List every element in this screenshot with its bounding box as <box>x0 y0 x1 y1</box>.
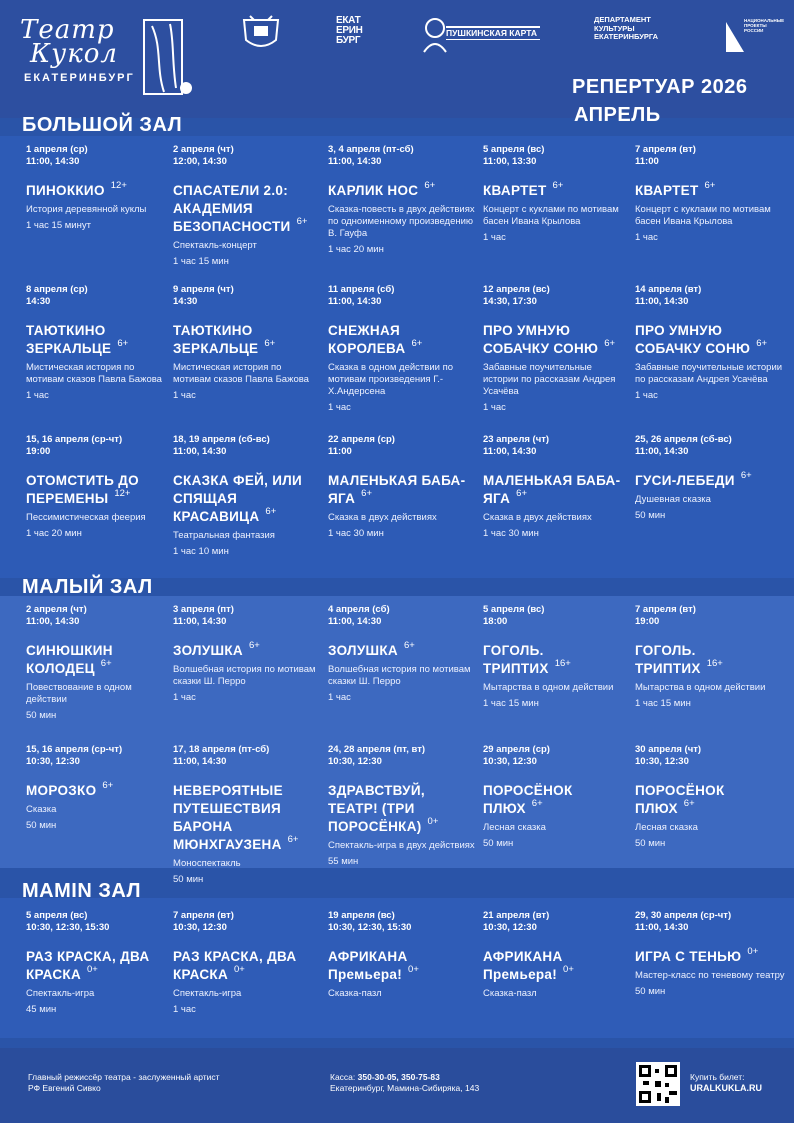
show-description: Мастер-класс по теневому театру <box>635 970 785 981</box>
qr-code[interactable] <box>636 1062 680 1106</box>
national-projects-icon <box>724 20 746 54</box>
dep-logo-line: ДЕПАРТАМЕНТ <box>594 15 651 24</box>
age-rating: 6+ <box>740 470 752 481</box>
show-title-row <box>26 948 165 984</box>
hall-title-small: МАЛЫЙ ЗАЛ <box>22 576 153 598</box>
show-card[interactable] <box>26 744 173 886</box>
show-duration: 1 час 30 мин <box>328 528 384 539</box>
show-date: 29, 30 апреля (ср-чт) <box>635 910 732 921</box>
show-time: 11:00, 14:30 <box>173 756 227 767</box>
show-card[interactable] <box>173 604 328 722</box>
show-card[interactable] <box>483 284 635 414</box>
age-rating: 0+ <box>87 964 98 975</box>
age-rating: 6+ <box>102 780 114 791</box>
show-card[interactable] <box>635 434 794 558</box>
show-title[interactable]: ПРО УМНУЮ СОБАЧКУ СОНЮ <box>483 323 599 356</box>
show-card[interactable] <box>173 144 328 268</box>
show-title[interactable]: ТАЮТКИНО ЗЕРКАЛЬЦЕ <box>26 323 112 356</box>
show-row <box>0 910 794 1016</box>
show-date: 14 апреля (вт) <box>635 284 702 295</box>
show-duration: 1 час <box>328 402 351 413</box>
show-time: 10:30, 12:30 <box>173 922 227 933</box>
show-date: 7 апреля (вт) <box>173 910 234 921</box>
box-office-info <box>330 1072 550 1094</box>
show-title[interactable]: СИНЮШКИН КОЛОДЕЦ <box>26 643 113 676</box>
show-card[interactable] <box>483 910 635 1016</box>
show-title-row <box>635 642 787 678</box>
show-description: Сказка в двух действиях <box>328 512 437 523</box>
show-description: Мытарства в одном действии <box>483 682 614 693</box>
show-date: 3 апреля (пт) <box>173 604 234 615</box>
show-title[interactable]: КВАРТЕТ <box>483 183 547 198</box>
show-duration: 50 мин <box>635 510 666 521</box>
show-date: 15, 16 апреля (ср-чт) <box>26 434 123 445</box>
show-time: 14:30 <box>26 296 51 307</box>
show-card[interactable] <box>26 604 173 722</box>
age-rating: 6+ <box>424 180 436 191</box>
show-duration: 50 мин <box>483 838 514 849</box>
show-description: Сказка-повесть в двух действиях по одноименному произведению В. Гауфа <box>328 204 475 239</box>
age-rating: 6+ <box>248 640 260 651</box>
age-rating: 6+ <box>756 338 768 349</box>
age-rating: 6+ <box>117 338 129 349</box>
buy-ticket-info <box>690 1072 762 1094</box>
show-duration: 1 час <box>483 402 506 413</box>
age-rating: 6+ <box>516 488 527 499</box>
show-title[interactable]: СПАСАТЕЛИ 2.0: АКАДЕМИЯ БЕЗОПАСНОСТИ <box>173 183 291 234</box>
show-description: Театральная фантазия <box>173 530 275 541</box>
age-rating: 16+ <box>554 658 571 669</box>
show-title-row <box>328 182 475 200</box>
age-rating: 12+ <box>114 488 131 499</box>
show-card[interactable] <box>635 284 794 414</box>
show-duration: 50 мин <box>635 838 666 849</box>
buy-ticket-label: Купить билет: <box>690 1072 745 1082</box>
theatre-logo[interactable] <box>20 15 200 98</box>
show-date: 12 апреля (вс) <box>483 284 550 295</box>
show-card[interactable] <box>483 434 635 558</box>
show-time: 10:30, 12:30 <box>483 922 537 933</box>
age-rating: 6+ <box>704 180 716 191</box>
ekb-logo-line: БУРГ <box>336 35 361 46</box>
show-title-row <box>328 322 475 358</box>
age-rating: 6+ <box>264 338 276 349</box>
show-time: 11:00, 14:30 <box>635 446 689 457</box>
show-card[interactable] <box>328 144 483 268</box>
show-time: 11:00, 14:30 <box>328 296 382 307</box>
show-time: 11:00, 14:30 <box>635 922 689 933</box>
show-time: 11:00, 13:30 <box>483 156 537 167</box>
show-card[interactable] <box>26 144 173 268</box>
show-title[interactable]: МАЛЕНЬКАЯ БАБА-ЯГА <box>328 473 466 506</box>
show-card[interactable] <box>26 434 173 558</box>
age-rating: 6+ <box>100 658 112 669</box>
show-time: 11:00, 14:30 <box>483 446 537 457</box>
show-date: 5 апреля (вс) <box>483 144 545 155</box>
show-description: Сказка-пазл <box>328 988 382 999</box>
show-date: 3, 4 апреля (пт-сб) <box>328 144 414 155</box>
show-description: Мистическая история по мотивам сказов Павла Бажова <box>173 362 309 385</box>
show-time: 10:30, 12:30 <box>483 756 537 767</box>
show-title[interactable]: ЗДРАВСТВУЙ, ТЕАТР! (ТРИ ПОРОСЁНКА) <box>328 783 425 834</box>
age-rating: 0+ <box>427 816 439 827</box>
show-date: 7 апреля (вт) <box>635 604 696 615</box>
show-date: 9 апреля (чт) <box>173 284 234 295</box>
show-title-row <box>483 782 627 818</box>
show-row <box>0 744 794 886</box>
show-description: Пессимистическая феерия <box>26 512 146 523</box>
address: Екатеринбург, Мамина-Сибиряка, 143 <box>330 1083 480 1093</box>
show-time: 14:30 <box>173 296 198 307</box>
logo-city: ЕКАТЕРИНБУРГ <box>24 72 135 84</box>
show-title[interactable]: ОТОМСТИТЬ ДО ПЕРЕМЕНЫ <box>26 473 139 506</box>
show-duration: 1 час <box>173 390 196 401</box>
show-title[interactable]: АФРИКАНА Премьера! <box>328 949 408 982</box>
show-time: 10:30, 12:30 <box>26 756 80 767</box>
national-projects-label: НАЦИОНАЛЬНЫЕ ПРОЕКТЫ РОССИИ <box>744 18 785 33</box>
dep-logo-line: ЕКАТЕРИНБУРГА <box>594 32 659 41</box>
show-date: 7 апреля (вт) <box>635 144 696 155</box>
show-description: Лесная сказка <box>483 822 546 833</box>
logo-title: Театр Кукол <box>20 15 118 69</box>
show-date: 1 апреля (ср) <box>26 144 88 155</box>
show-card[interactable] <box>173 284 328 414</box>
page-title: РЕПЕРТУАР 2026 <box>572 76 748 98</box>
show-time: 11:00, 14:30 <box>26 616 80 627</box>
pushkin-portrait-icon <box>422 14 448 54</box>
show-title-row <box>483 182 627 200</box>
box-office-label: Касса: <box>330 1072 356 1082</box>
pushkin-card-logo[interactable] <box>422 14 542 54</box>
show-time: 11:00, 14:30 <box>173 616 227 627</box>
show-title-row <box>635 472 787 490</box>
age-rating: 6+ <box>552 180 564 191</box>
show-duration: 45 мин <box>26 1004 57 1015</box>
show-title[interactable]: АФРИКАНА Премьера! <box>483 949 563 982</box>
show-title-row <box>483 322 627 358</box>
ekb-logo-line: ЕРИН <box>336 25 363 36</box>
show-title-row <box>173 642 320 660</box>
show-duration: 50 мин <box>26 820 57 831</box>
show-title[interactable]: СКАЗКА ФЕЙ, ИЛИ СПЯЩАЯ КРАСАВИЦА <box>173 473 303 524</box>
show-title[interactable]: ПИНОККИО <box>26 183 105 198</box>
show-title[interactable]: ИГРА С ТЕНЬЮ <box>635 949 742 964</box>
show-card[interactable] <box>173 744 328 886</box>
show-title-row <box>26 322 165 358</box>
show-title[interactable]: РАЗ КРАСКА, ДВА КРАСКА <box>173 949 297 982</box>
show-title-row <box>173 782 320 854</box>
show-date: 11 апреля (сб) <box>328 284 395 295</box>
show-date: 8 апреля (ср) <box>26 284 88 295</box>
age-rating: 6+ <box>683 798 695 809</box>
show-description: Концерт с куклами по мотивам басен Ивана Крылова <box>483 204 619 227</box>
show-description: Моноспектакль <box>173 858 241 869</box>
show-time: 19:00 <box>635 616 660 627</box>
show-duration: 1 час <box>483 232 506 243</box>
show-duration: 1 час 10 мин <box>173 546 229 557</box>
show-card[interactable] <box>173 910 328 1016</box>
age-rating: 0+ <box>408 964 419 975</box>
age-rating: 6+ <box>531 798 543 809</box>
show-card[interactable] <box>26 910 173 1016</box>
show-description: Концерт с куклами по мотивам басен Ивана Крылова <box>635 204 771 227</box>
age-rating: 6+ <box>403 640 415 651</box>
show-time: 19:00 <box>26 446 51 457</box>
show-title[interactable]: ГУСИ-ЛЕБЕДИ <box>635 473 735 488</box>
show-description: Мытарства в одном действии <box>635 682 766 693</box>
show-duration: 1 час 20 мин <box>328 244 384 255</box>
show-title-row <box>173 182 320 236</box>
show-duration: 1 час <box>173 1004 196 1015</box>
show-time: 14:30, 17:30 <box>483 296 537 307</box>
show-title[interactable]: МОРОЗКО <box>26 783 97 798</box>
show-duration: 1 час 30 мин <box>483 528 539 539</box>
show-duration: 1 час <box>328 692 351 703</box>
show-title[interactable]: ПОРОСЁНОК ПЛЮХ <box>483 783 573 816</box>
show-title[interactable]: ЗОЛУШКА <box>328 643 398 658</box>
show-description: Спектакль-игра <box>173 988 242 999</box>
show-description: Забавные поучительные истории по рассказам Андрея Усачёва <box>483 362 616 397</box>
age-rating: 16+ <box>706 658 723 669</box>
show-title-row <box>26 182 165 200</box>
director-credit: Главный режиссёр театра - заслуженный артист РФ Евгений Сивко <box>28 1072 220 1093</box>
show-duration: 1 час 15 мин <box>173 256 229 267</box>
show-duration: 50 мин <box>173 874 204 885</box>
coat-of-arms-icon <box>240 14 282 54</box>
hall-title-big: БОЛЬШОЙ ЗАЛ <box>22 114 183 136</box>
show-title[interactable]: КАРЛИК НОС <box>328 183 419 198</box>
show-title[interactable]: КВАРТЕТ <box>635 183 699 198</box>
age-rating: 6+ <box>604 338 616 349</box>
show-date: 21 апреля (вт) <box>483 910 550 921</box>
show-description: Волшебная история по мотивам сказки Ш. Перро <box>173 664 316 687</box>
show-title-row <box>173 472 320 526</box>
show-description: Спектакль-концерт <box>173 240 257 251</box>
ekb-logo-line: ЕКАТ <box>336 15 361 26</box>
show-time: 10:30, 12:30 <box>328 756 382 767</box>
show-title[interactable]: НЕВЕРОЯТНЫЕ ПУТЕШЕСТВИЯ БАРОНА МЮНХГАУЗЕНА <box>173 783 283 852</box>
dep-logo-line: КУЛЬТУРЫ <box>594 23 635 33</box>
show-title-row <box>635 782 787 818</box>
box-office-phones[interactable]: 350-30-05, 350-75-83 <box>357 1072 440 1082</box>
age-rating: 6+ <box>265 506 277 517</box>
show-duration: 1 час <box>26 390 49 401</box>
footer <box>0 1048 794 1123</box>
show-description: Лесная сказка <box>635 822 698 833</box>
age-rating: 12+ <box>110 180 127 191</box>
show-date: 30 апреля (чт) <box>635 744 702 755</box>
show-time: 10:30, 12:30 <box>635 756 689 767</box>
show-duration: 50 мин <box>635 986 666 997</box>
show-date: 23 апреля (чт) <box>483 434 550 445</box>
culture-department-logo[interactable] <box>594 16 686 42</box>
show-time: 11:00, 14:30 <box>328 156 382 167</box>
show-title[interactable]: МАЛЕНЬКАЯ БАБА-ЯГА <box>483 473 621 506</box>
age-rating: 6+ <box>411 338 423 349</box>
show-description: Забавные поучительные истории по рассказам Андрея Усачёва <box>635 362 783 385</box>
show-time: 11:00, 14:30 <box>26 156 80 167</box>
show-title-row <box>635 182 787 200</box>
age-rating: 0+ <box>563 964 574 975</box>
show-title-row <box>483 472 627 508</box>
show-title-row <box>26 642 165 678</box>
age-rating: 6+ <box>361 488 372 499</box>
show-time: 11:00, 14:30 <box>173 446 227 457</box>
show-date: 29 апреля (ср) <box>483 744 550 755</box>
show-date: 22 апреля (ср) <box>328 434 395 445</box>
show-date: 5 апреля (вс) <box>483 604 545 615</box>
show-date: 19 апреля (вс) <box>328 910 395 921</box>
month-title: АПРЕЛЬ <box>574 104 661 126</box>
ekaterinburg-logo[interactable] <box>336 16 372 46</box>
show-description: Сказка в двух действиях <box>483 512 592 523</box>
show-row <box>0 434 794 558</box>
show-description: Сказка в одном действии по мотивам произведения Г.-Х.Андерсена <box>328 362 454 397</box>
show-time: 12:00, 14:30 <box>173 156 227 167</box>
show-title[interactable]: РАЗ КРАСКА, ДВА КРАСКА <box>26 949 150 982</box>
show-card[interactable] <box>635 144 794 268</box>
show-description: Сказка-пазл <box>483 988 537 999</box>
show-title-row <box>483 948 627 984</box>
show-description: Сказка <box>26 804 57 815</box>
show-date: 2 апреля (чт) <box>26 604 87 615</box>
show-time: 11:00 <box>328 446 352 457</box>
show-duration: 50 мин <box>26 710 57 721</box>
buy-ticket-link[interactable]: URALKUKLA.RU <box>690 1083 762 1093</box>
show-title[interactable]: ГОГОЛЬ. ТРИПТИХ <box>635 643 701 676</box>
show-title-row <box>328 948 475 984</box>
show-title-row <box>635 322 787 358</box>
show-duration: 1 час <box>173 692 196 703</box>
show-time: 10:30, 12:30, 15:30 <box>328 922 412 933</box>
show-date: 5 апреля (вс) <box>26 910 88 921</box>
show-date: 18, 19 апреля (сб-вс) <box>173 434 270 445</box>
show-title-row <box>26 472 165 508</box>
national-projects-logo[interactable] <box>724 14 785 56</box>
show-duration: 1 час 15 мин <box>635 698 691 709</box>
age-rating: 0+ <box>234 964 245 975</box>
show-card[interactable] <box>483 744 635 886</box>
show-title-row <box>328 782 475 836</box>
show-card[interactable] <box>635 910 794 1016</box>
show-card[interactable] <box>635 604 794 722</box>
show-duration: 1 час <box>635 232 658 243</box>
show-date: 25, 26 апреля (сб-вс) <box>635 434 732 445</box>
show-time: 11:00 <box>635 156 659 167</box>
show-card[interactable] <box>483 604 635 722</box>
city-emblem-logo[interactable] <box>240 14 282 54</box>
show-duration: 1 час 15 минут <box>26 220 91 231</box>
age-rating: 6+ <box>296 216 308 227</box>
show-card[interactable] <box>635 744 794 886</box>
show-card[interactable] <box>26 284 173 414</box>
show-duration: 1 час 15 мин <box>483 698 539 709</box>
show-date: 4 апреля (сб) <box>328 604 390 615</box>
show-title-row <box>26 782 165 800</box>
show-card[interactable] <box>328 284 483 414</box>
show-row <box>0 144 794 268</box>
show-description: Повествование в одном действии <box>26 682 132 705</box>
show-description: Волшебная история по мотивам сказки Ш. Перро <box>328 664 471 687</box>
show-description: Спектакль-игра <box>26 988 95 999</box>
show-description: Спектакль-игра в двух действиях <box>328 840 475 851</box>
show-time: 10:30, 12:30, 15:30 <box>26 922 110 933</box>
show-description: Душевная сказка <box>635 494 711 505</box>
show-time: 18:00 <box>483 616 508 627</box>
show-date: 17, 18 апреля (пт-сб) <box>173 744 270 755</box>
show-description: Мистическая история по мотивам сказов Павла Бажова <box>26 362 162 385</box>
show-date: 2 апреля (чт) <box>173 144 234 155</box>
show-time: 11:00, 14:30 <box>328 616 382 627</box>
show-title-row <box>635 948 787 966</box>
show-card[interactable] <box>173 434 328 558</box>
qr-code-icon <box>639 1065 677 1103</box>
show-card[interactable] <box>328 604 483 722</box>
show-card[interactable] <box>483 144 635 268</box>
show-duration: 1 час 20 мин <box>26 528 82 539</box>
show-title[interactable]: ЗОЛУШКА <box>173 643 243 658</box>
show-description: История деревянной куклы <box>26 204 147 215</box>
show-card[interactable] <box>328 910 483 1016</box>
show-card[interactable] <box>328 744 483 886</box>
show-title-row <box>328 642 475 660</box>
show-row <box>0 604 794 722</box>
show-card[interactable] <box>328 434 483 558</box>
show-title[interactable]: ТАЮТКИНО ЗЕРКАЛЬЦЕ <box>173 323 259 356</box>
show-title[interactable]: ГОГОЛЬ. ТРИПТИХ <box>483 643 549 676</box>
show-date: 15, 16 апреля (ср-чт) <box>26 744 123 755</box>
show-title[interactable]: ПОРОСЁНОК ПЛЮХ <box>635 783 725 816</box>
show-title[interactable]: СНЕЖНАЯ КОРОЛЕВА <box>328 323 406 356</box>
show-title[interactable]: ПРО УМНУЮ СОБАЧКУ СОНЮ <box>635 323 751 356</box>
show-date: 24, 28 апреля (пт, вт) <box>328 744 426 755</box>
show-duration: 55 мин <box>328 856 359 867</box>
pushkin-card-label: ПУШКИНСКАЯ КАРТА <box>446 26 540 40</box>
age-rating: 6+ <box>287 834 299 845</box>
show-duration: 1 час <box>635 390 658 401</box>
show-title-row <box>173 948 320 984</box>
hall-title-mini: МАMIN ЗАЛ <box>22 880 142 902</box>
age-rating: 0+ <box>747 946 759 957</box>
show-row <box>0 284 794 414</box>
puppet-logo-icon <box>142 18 194 98</box>
show-title-row <box>483 642 627 678</box>
show-title-row <box>173 322 320 358</box>
show-time: 11:00, 14:30 <box>635 296 689 307</box>
show-title-row <box>328 472 475 508</box>
